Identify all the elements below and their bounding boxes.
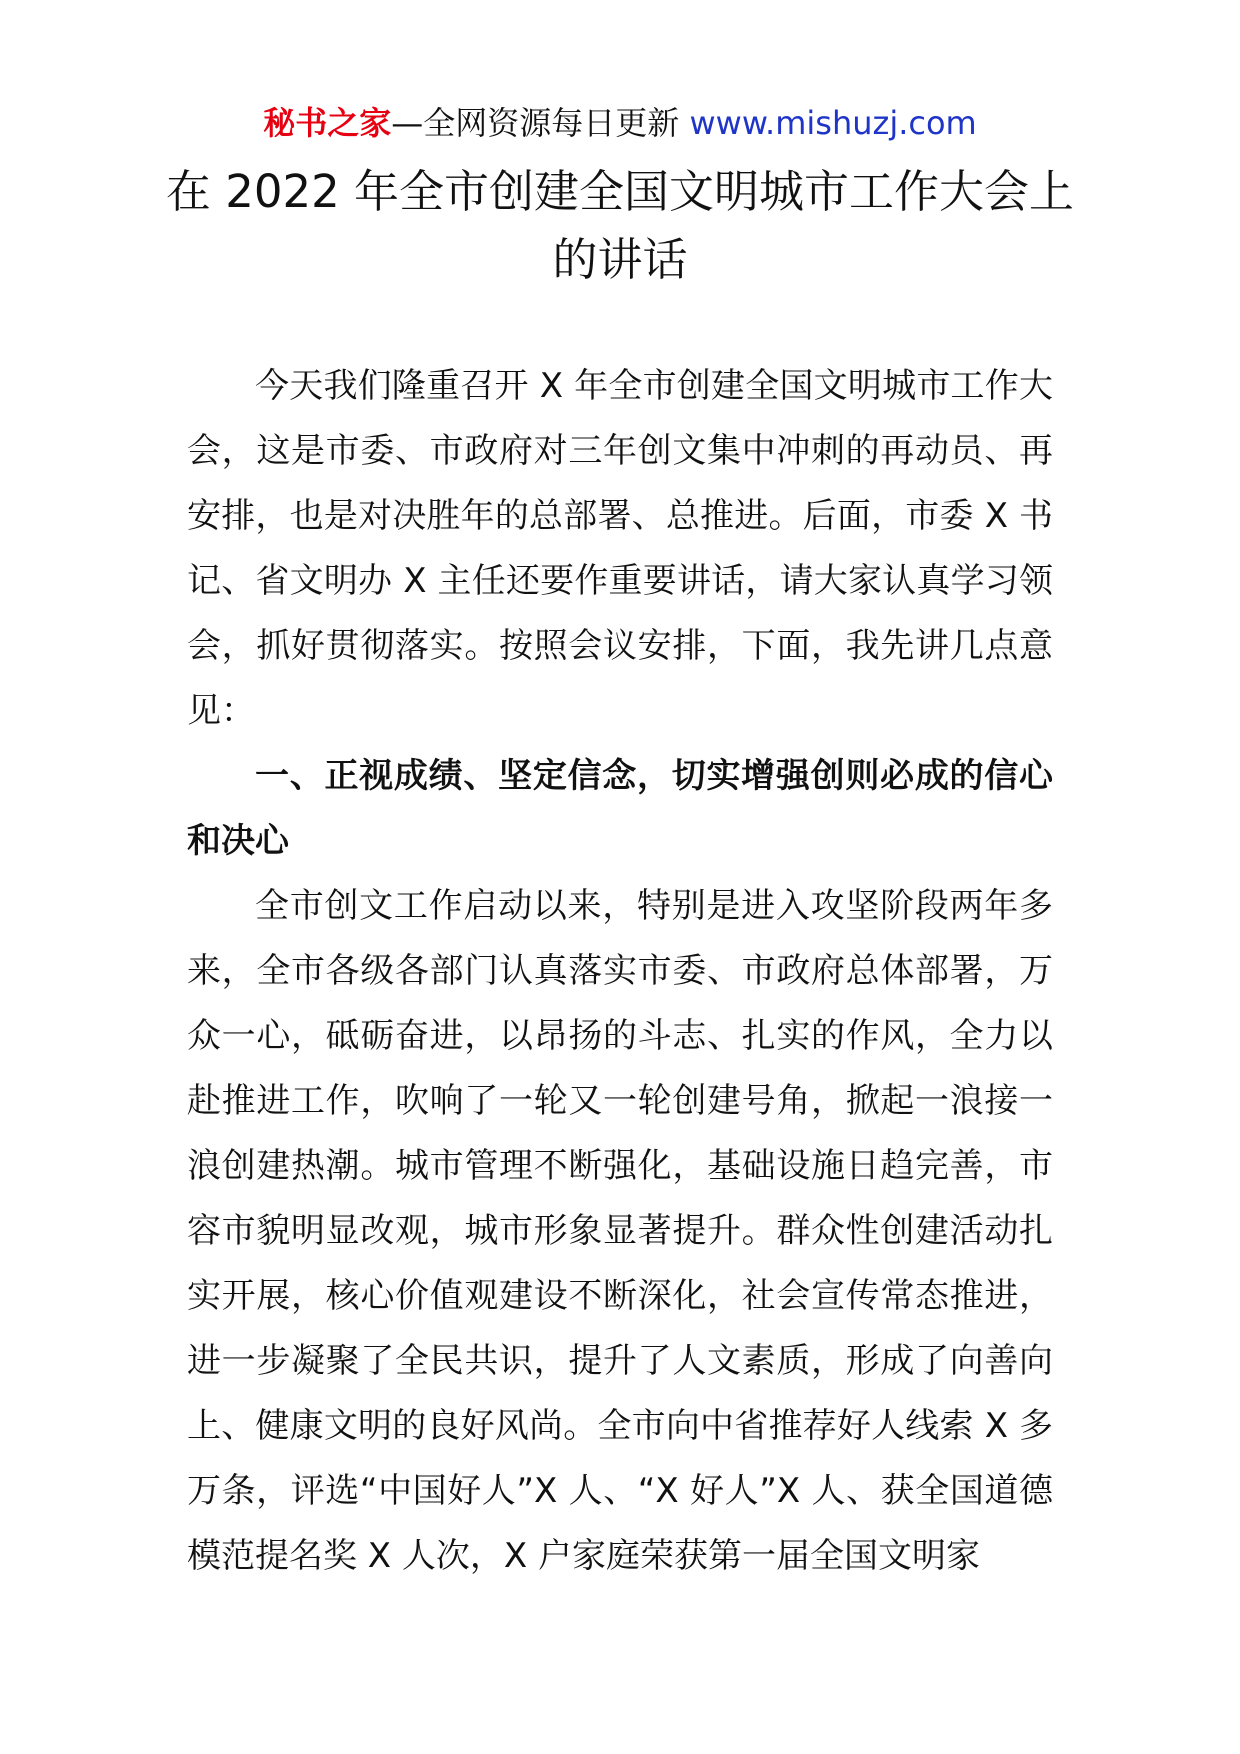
section-heading-1: 一、正视成绩、坚定信念，切实增强创则必成的信心和决心	[187, 756, 1053, 861]
paragraph-intro: 今天我们隆重召开 X 年全市创建全国文明城市工作大会，这是市委、市政府对三年创文集中冲刺的再动员、再安排，也是对决胜年的总部署、总推进。后面，市委 X 书记、省文明办 X 主任还要作重要讲话，请大家认真学习领会，抓好贯彻落实。按照会议安排，下面，我先讲几点意见：	[187, 366, 1053, 731]
document-title: 在 2022 年全市创建全国文明城市工作大会上的讲话	[165, 165, 1075, 286]
header-tagline: —全网资源每日更新	[391, 104, 690, 142]
brand-name: 秘书之家	[263, 104, 392, 142]
document-body	[187, 354, 1053, 1589]
page-header	[0, 98, 1240, 148]
site-url-link[interactable]: www.mishuzj.com	[689, 104, 977, 142]
paragraph-section-1: 全市创文工作启动以来，特别是进入攻坚阶段两年多来，全市各级各部门认真落实市委、市政府总体部署，万众一心，砥砺奋进，以昂扬的斗志、扎实的作风，全力以赴推进工作，吹响了一轮又一轮创建号角，掀起一浪接一浪创建热潮。城市管理不断强化，基础设施日趋完善，市容市貌明显改观，城市形象显著提升。群众性创建活动扎实开展，核心价值观建设不断深化，社会宣传常态推进，进一步凝聚了全民共识，提升了人文素质，形成了向善向上、健康文明的良好风尚。全市向中省推荐好人线索 X 多万条，评选“中国好人”X 人、“X 好人”X 人、获全国道德模范提名奖 X 人次，X 户家庭荣获第一届全国文明家	[187, 886, 1053, 1576]
